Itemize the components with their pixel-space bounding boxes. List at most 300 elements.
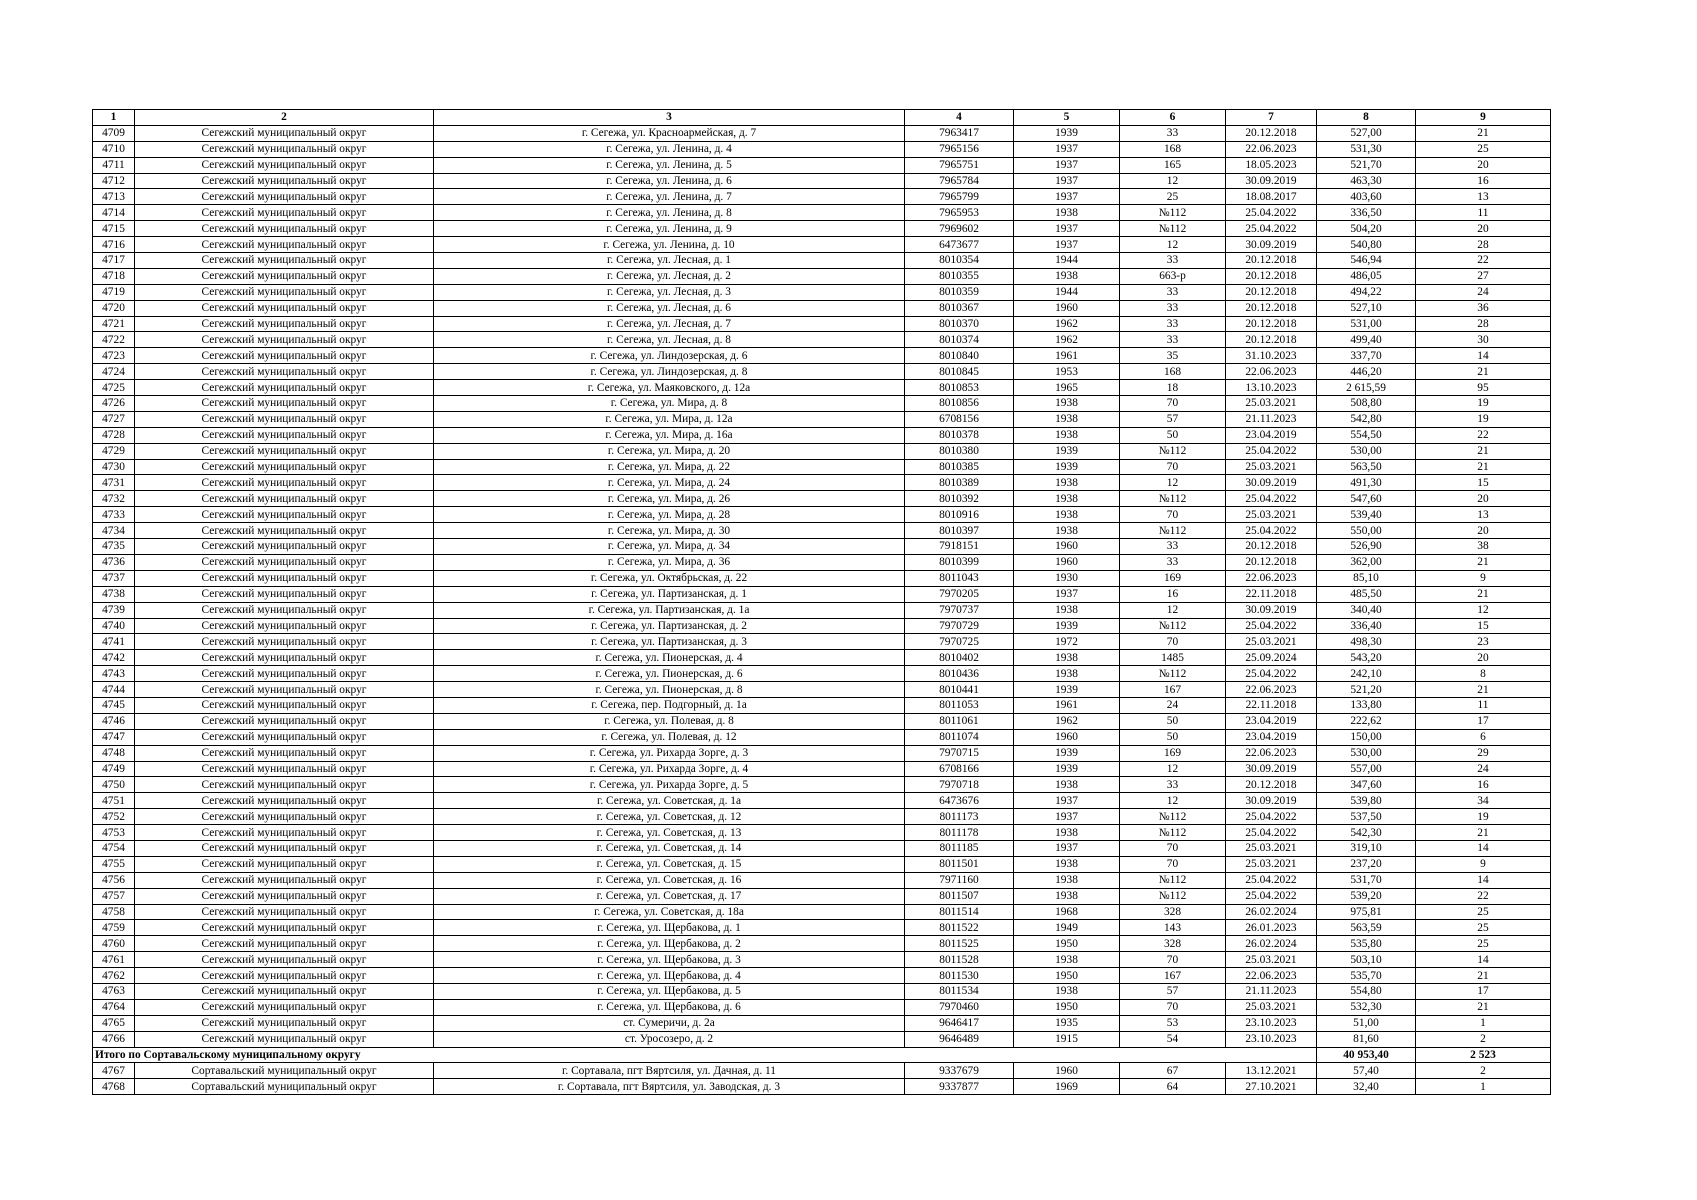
table-row — [93, 459, 1551, 475]
build-year-cell: 1961 — [1014, 348, 1120, 364]
residents-cell: 21 — [1416, 554, 1551, 570]
area-cell: 336,40 — [1317, 618, 1416, 634]
area-cell: 486,05 — [1317, 268, 1416, 284]
municipality-cell: Сегежский муниципальный округ — [135, 618, 434, 634]
cadastral-id-cell: 7970737 — [905, 602, 1014, 618]
table-row — [93, 364, 1551, 380]
address-cell: г. Сегежа, ул. Рихарда Зорге, д. 5 — [434, 777, 905, 793]
table-row — [93, 682, 1551, 698]
municipality-cell: Сегежский муниципальный округ — [135, 570, 434, 586]
row-number-cell: 4720 — [93, 300, 135, 316]
cadastral-id-cell: 8011074 — [905, 729, 1014, 745]
address-cell: г. Сегежа, ул. Партизанская, д. 3 — [434, 634, 905, 650]
decision-date-cell: 22.06.2023 — [1226, 745, 1317, 761]
municipality-cell: Сегежский муниципальный округ — [135, 682, 434, 698]
municipality-cell: Сегежский муниципальный округ — [135, 554, 434, 570]
decision-number-cell: 70 — [1120, 459, 1226, 475]
decision-date-cell: 25.03.2021 — [1226, 507, 1317, 523]
row-number-cell: 4745 — [93, 697, 135, 713]
area-cell: 546,94 — [1317, 253, 1416, 269]
municipality-cell: Сегежский муниципальный округ — [135, 793, 434, 809]
decision-date-cell: 20.12.2018 — [1226, 268, 1317, 284]
row-number-cell: 4718 — [93, 268, 135, 284]
column-header: 1 — [93, 110, 135, 126]
residents-cell: 95 — [1416, 380, 1551, 396]
table-row — [93, 586, 1551, 602]
table-row — [93, 443, 1551, 459]
address-cell: г. Сегежа, ул. Партизанская, д. 1а — [434, 602, 905, 618]
build-year-cell: 1962 — [1014, 713, 1120, 729]
cadastral-id-cell: 8010853 — [905, 380, 1014, 396]
residents-cell: 21 — [1416, 586, 1551, 602]
table-row — [93, 268, 1551, 284]
decision-number-cell: №112 — [1120, 825, 1226, 841]
cadastral-id-cell: 7918151 — [905, 539, 1014, 555]
decision-number-cell: 328 — [1120, 904, 1226, 920]
decision-number-cell: №112 — [1120, 666, 1226, 682]
table-row — [93, 205, 1551, 221]
decision-date-cell: 26.02.2024 — [1226, 904, 1317, 920]
residents-cell: 25 — [1416, 936, 1551, 952]
row-number-cell: 4711 — [93, 157, 135, 173]
municipality-cell: Сегежский муниципальный округ — [135, 872, 434, 888]
area-cell: 32,40 — [1317, 1079, 1416, 1095]
decision-number-cell: 70 — [1120, 999, 1226, 1015]
row-number-cell: 4762 — [93, 968, 135, 984]
subtotal-empty-cell — [1120, 1047, 1226, 1063]
cadastral-id-cell: 7970205 — [905, 586, 1014, 602]
decision-number-cell: 33 — [1120, 125, 1226, 141]
area-cell: 362,00 — [1317, 554, 1416, 570]
address-cell: г. Сегежа, ул. Щербакова, д. 1 — [434, 920, 905, 936]
residents-cell: 17 — [1416, 983, 1551, 999]
residents-cell: 22 — [1416, 888, 1551, 904]
decision-date-cell: 20.12.2018 — [1226, 554, 1317, 570]
cadastral-id-cell: 8010916 — [905, 507, 1014, 523]
residents-cell: 21 — [1416, 364, 1551, 380]
cadastral-id-cell: 8011053 — [905, 697, 1014, 713]
decision-date-cell: 25.09.2024 — [1226, 650, 1317, 666]
row-number-cell: 4750 — [93, 777, 135, 793]
row-number-cell: 4724 — [93, 364, 135, 380]
row-number-cell: 4739 — [93, 602, 135, 618]
column-header: 2 — [135, 110, 434, 126]
decision-number-cell: 70 — [1120, 396, 1226, 412]
area-cell: 526,90 — [1317, 539, 1416, 555]
build-year-cell: 1938 — [1014, 268, 1120, 284]
address-cell: г. Сегежа, ул. Советская, д. 17 — [434, 888, 905, 904]
build-year-cell: 1937 — [1014, 840, 1120, 856]
area-cell: 347,60 — [1317, 777, 1416, 793]
cadastral-id-cell: 6473677 — [905, 237, 1014, 253]
residents-cell: 1 — [1416, 1015, 1551, 1031]
build-year-cell: 1960 — [1014, 554, 1120, 570]
area-cell: 2 615,59 — [1317, 380, 1416, 396]
residents-cell: 34 — [1416, 793, 1551, 809]
table-row — [93, 761, 1551, 777]
build-year-cell: 1937 — [1014, 141, 1120, 157]
decision-date-cell: 25.03.2021 — [1226, 459, 1317, 475]
municipality-cell: Сегежский муниципальный округ — [135, 650, 434, 666]
area-cell: 543,20 — [1317, 650, 1416, 666]
build-year-cell: 1969 — [1014, 1079, 1120, 1095]
municipality-cell: Сегежский муниципальный округ — [135, 920, 434, 936]
residents-cell: 22 — [1416, 427, 1551, 443]
address-cell: г. Сегежа, ул. Маяковского, д. 12а — [434, 380, 905, 396]
row-number-cell: 4721 — [93, 316, 135, 332]
residents-cell: 15 — [1416, 475, 1551, 491]
residents-cell: 25 — [1416, 141, 1551, 157]
municipality-cell: Сортавальский муниципальный округ — [135, 1063, 434, 1079]
table-row — [93, 983, 1551, 999]
row-number-cell: 4710 — [93, 141, 135, 157]
municipality-cell: Сегежский муниципальный округ — [135, 348, 434, 364]
address-cell: г. Сегежа, ул. Полевая, д. 12 — [434, 729, 905, 745]
address-cell: г. Сегежа, ул. Мира, д. 30 — [434, 523, 905, 539]
municipality-cell: Сегежский муниципальный округ — [135, 268, 434, 284]
cadastral-id-cell: 7970725 — [905, 634, 1014, 650]
row-number-cell: 4754 — [93, 840, 135, 856]
residents-cell: 21 — [1416, 825, 1551, 841]
decision-number-cell: 57 — [1120, 983, 1226, 999]
table-row — [93, 475, 1551, 491]
row-number-cell: 4743 — [93, 666, 135, 682]
build-year-cell: 1937 — [1014, 221, 1120, 237]
area-cell: 532,30 — [1317, 999, 1416, 1015]
municipality-cell: Сегежский муниципальный округ — [135, 1015, 434, 1031]
municipality-cell: Сегежский муниципальный округ — [135, 141, 434, 157]
decision-number-cell: 24 — [1120, 697, 1226, 713]
municipality-cell: Сегежский муниципальный округ — [135, 999, 434, 1015]
cadastral-id-cell: 8011178 — [905, 825, 1014, 841]
decision-date-cell: 20.12.2018 — [1226, 332, 1317, 348]
cadastral-id-cell: 7969602 — [905, 221, 1014, 237]
area-cell: 535,80 — [1317, 936, 1416, 952]
decision-number-cell: 167 — [1120, 968, 1226, 984]
row-number-cell: 4764 — [93, 999, 135, 1015]
row-number-cell: 4761 — [93, 952, 135, 968]
subtotal-row — [93, 1047, 1551, 1063]
row-number-cell: 4716 — [93, 237, 135, 253]
municipality-cell: Сегежский муниципальный округ — [135, 1031, 434, 1047]
residents-cell: 20 — [1416, 650, 1551, 666]
table-row — [93, 332, 1551, 348]
address-cell: г. Сегежа, ул. Ленина, д. 5 — [434, 157, 905, 173]
decision-date-cell: 23.04.2019 — [1226, 713, 1317, 729]
cadastral-id-cell: 8010402 — [905, 650, 1014, 666]
cadastral-id-cell: 8010397 — [905, 523, 1014, 539]
municipality-cell: Сегежский муниципальный округ — [135, 411, 434, 427]
build-year-cell: 1938 — [1014, 650, 1120, 666]
municipality-cell: Сегежский муниципальный округ — [135, 539, 434, 555]
municipality-cell: Сегежский муниципальный округ — [135, 284, 434, 300]
decision-number-cell: 168 — [1120, 364, 1226, 380]
build-year-cell: 1939 — [1014, 745, 1120, 761]
residents-cell: 38 — [1416, 539, 1551, 555]
build-year-cell: 1953 — [1014, 364, 1120, 380]
row-number-cell: 4727 — [93, 411, 135, 427]
decision-number-cell: 54 — [1120, 1031, 1226, 1047]
residents-cell: 12 — [1416, 602, 1551, 618]
municipality-cell: Сегежский муниципальный округ — [135, 316, 434, 332]
column-header: 4 — [905, 110, 1014, 126]
decision-date-cell: 25.03.2021 — [1226, 952, 1317, 968]
decision-number-cell: №112 — [1120, 523, 1226, 539]
table-row — [93, 888, 1551, 904]
cadastral-id-cell: 8011528 — [905, 952, 1014, 968]
municipality-cell: Сегежский муниципальный округ — [135, 761, 434, 777]
decision-date-cell: 26.01.2023 — [1226, 920, 1317, 936]
cadastral-id-cell: 8010845 — [905, 364, 1014, 380]
municipality-cell: Сегежский муниципальный округ — [135, 729, 434, 745]
area-cell: 531,00 — [1317, 316, 1416, 332]
table-row — [93, 872, 1551, 888]
residents-cell: 21 — [1416, 968, 1551, 984]
decision-number-cell: 25 — [1120, 189, 1226, 205]
area-cell: 554,80 — [1317, 983, 1416, 999]
address-cell: г. Сегежа, ул. Партизанская, д. 2 — [434, 618, 905, 634]
municipality-cell: Сегежский муниципальный округ — [135, 189, 434, 205]
address-cell: ст. Уросозеро, д. 2 — [434, 1031, 905, 1047]
build-year-cell: 1961 — [1014, 697, 1120, 713]
decision-number-cell: №112 — [1120, 888, 1226, 904]
municipality-cell: Сегежский муниципальный округ — [135, 507, 434, 523]
row-number-cell: 4734 — [93, 523, 135, 539]
decision-date-cell: 27.10.2021 — [1226, 1079, 1317, 1095]
residents-cell: 36 — [1416, 300, 1551, 316]
decision-number-cell: 167 — [1120, 682, 1226, 698]
area-cell: 508,80 — [1317, 396, 1416, 412]
residents-cell: 16 — [1416, 777, 1551, 793]
subtotal-empty-cell — [905, 1047, 1014, 1063]
address-cell: г. Сегежа, ул. Советская, д. 13 — [434, 825, 905, 841]
build-year-cell: 1960 — [1014, 300, 1120, 316]
build-year-cell: 1938 — [1014, 491, 1120, 507]
row-number-cell: 4730 — [93, 459, 135, 475]
build-year-cell: 1938 — [1014, 983, 1120, 999]
table-row — [93, 539, 1551, 555]
decision-number-cell: 1485 — [1120, 650, 1226, 666]
address-cell: г. Сегежа, ул. Советская, д. 18а — [434, 904, 905, 920]
cadastral-id-cell: 8010359 — [905, 284, 1014, 300]
build-year-cell: 1939 — [1014, 761, 1120, 777]
residents-cell: 14 — [1416, 840, 1551, 856]
decision-date-cell: 23.10.2023 — [1226, 1031, 1317, 1047]
decision-number-cell: 33 — [1120, 253, 1226, 269]
decision-date-cell: 30.09.2019 — [1226, 602, 1317, 618]
build-year-cell: 1938 — [1014, 825, 1120, 841]
build-year-cell: 1939 — [1014, 618, 1120, 634]
build-year-cell: 1968 — [1014, 904, 1120, 920]
address-cell: г. Сегежа, ул. Лесная, д. 8 — [434, 332, 905, 348]
decision-number-cell: 50 — [1120, 729, 1226, 745]
decision-date-cell: 31.10.2023 — [1226, 348, 1317, 364]
cadastral-id-cell: 6708156 — [905, 411, 1014, 427]
decision-number-cell: 35 — [1120, 348, 1226, 364]
build-year-cell: 1972 — [1014, 634, 1120, 650]
address-cell: г. Сегежа, ул. Мира, д. 22 — [434, 459, 905, 475]
residents-cell: 27 — [1416, 268, 1551, 284]
municipality-cell: Сегежский муниципальный округ — [135, 173, 434, 189]
residents-cell: 11 — [1416, 205, 1551, 221]
municipality-cell: Сегежский муниципальный округ — [135, 936, 434, 952]
table-row — [93, 570, 1551, 586]
segezha-rows — [93, 125, 1551, 1047]
decision-date-cell: 21.11.2023 — [1226, 411, 1317, 427]
build-year-cell: 1962 — [1014, 316, 1120, 332]
build-year-cell: 1965 — [1014, 380, 1120, 396]
table-row — [93, 1015, 1551, 1031]
table-row — [93, 125, 1551, 141]
residents-cell: 6 — [1416, 729, 1551, 745]
municipality-cell: Сегежский муниципальный округ — [135, 300, 434, 316]
registry-sheet — [92, 109, 1550, 1095]
decision-date-cell: 25.04.2022 — [1226, 888, 1317, 904]
address-cell: г. Сегежа, ул. Ленина, д. 6 — [434, 173, 905, 189]
cadastral-id-cell: 8011514 — [905, 904, 1014, 920]
decision-number-cell: 18 — [1120, 380, 1226, 396]
table-row — [93, 411, 1551, 427]
decision-date-cell: 18.05.2023 — [1226, 157, 1317, 173]
municipality-cell: Сегежский муниципальный округ — [135, 205, 434, 221]
address-cell: г. Сегежа, ул. Пионерская, д. 8 — [434, 682, 905, 698]
residents-cell: 17 — [1416, 713, 1551, 729]
row-number-cell: 4765 — [93, 1015, 135, 1031]
cadastral-id-cell: 7965784 — [905, 173, 1014, 189]
build-year-cell: 1939 — [1014, 459, 1120, 475]
build-year-cell: 1937 — [1014, 173, 1120, 189]
area-cell: 521,70 — [1317, 157, 1416, 173]
municipality-cell: Сегежский муниципальный округ — [135, 491, 434, 507]
decision-number-cell: №112 — [1120, 491, 1226, 507]
decision-date-cell: 25.03.2021 — [1226, 856, 1317, 872]
decision-number-cell: 70 — [1120, 634, 1226, 650]
decision-number-cell: №112 — [1120, 443, 1226, 459]
address-cell: г. Сегежа, ул. Мира, д. 36 — [434, 554, 905, 570]
row-number-cell: 4722 — [93, 332, 135, 348]
municipality-cell: Сегежский муниципальный округ — [135, 602, 434, 618]
row-number-cell: 4733 — [93, 507, 135, 523]
decision-date-cell: 20.12.2018 — [1226, 300, 1317, 316]
municipality-cell: Сегежский муниципальный округ — [135, 904, 434, 920]
build-year-cell: 1962 — [1014, 332, 1120, 348]
municipality-cell: Сегежский муниципальный округ — [135, 237, 434, 253]
address-cell: г. Сегежа, ул. Пионерская, д. 4 — [434, 650, 905, 666]
row-number-cell: 4763 — [93, 983, 135, 999]
residents-cell: 2 — [1416, 1063, 1551, 1079]
decision-number-cell: 50 — [1120, 713, 1226, 729]
row-number-cell: 4725 — [93, 380, 135, 396]
decision-date-cell: 30.09.2019 — [1226, 793, 1317, 809]
column-header: 3 — [434, 110, 905, 126]
area-cell: 530,00 — [1317, 443, 1416, 459]
area-cell: 319,10 — [1317, 840, 1416, 856]
cadastral-id-cell: 8010380 — [905, 443, 1014, 459]
cadastral-id-cell: 8010436 — [905, 666, 1014, 682]
row-number-cell: 4712 — [93, 173, 135, 189]
row-number-cell: 4713 — [93, 189, 135, 205]
address-cell: г. Сегежа, ул. Полевая, д. 8 — [434, 713, 905, 729]
area-cell: 535,70 — [1317, 968, 1416, 984]
build-year-cell: 1938 — [1014, 396, 1120, 412]
address-cell: г. Сегежа, ул. Линдозерская, д. 8 — [434, 364, 905, 380]
decision-date-cell: 18.08.2017 — [1226, 189, 1317, 205]
build-year-cell: 1938 — [1014, 602, 1120, 618]
cadastral-id-cell: 8010840 — [905, 348, 1014, 364]
table-row — [93, 602, 1551, 618]
address-cell: г. Сегежа, ул. Щербакова, д. 3 — [434, 952, 905, 968]
residents-cell: 9 — [1416, 856, 1551, 872]
address-cell: г. Сегежа, пер. Подгорный, д. 1а — [434, 697, 905, 713]
column-header: 8 — [1317, 110, 1416, 126]
cadastral-id-cell: 7970729 — [905, 618, 1014, 634]
decision-number-cell: 12 — [1120, 237, 1226, 253]
cadastral-id-cell: 8010399 — [905, 554, 1014, 570]
table-row — [93, 729, 1551, 745]
cadastral-id-cell: 6708166 — [905, 761, 1014, 777]
address-cell: г. Сегежа, ул. Ленина, д. 7 — [434, 189, 905, 205]
decision-number-cell: 33 — [1120, 332, 1226, 348]
row-number-cell: 4760 — [93, 936, 135, 952]
cadastral-id-cell: 8011501 — [905, 856, 1014, 872]
decision-date-cell: 25.04.2022 — [1226, 872, 1317, 888]
decision-number-cell: 57 — [1120, 411, 1226, 427]
address-cell: г. Сегежа, ул. Советская, д. 1а — [434, 793, 905, 809]
municipality-cell: Сегежский муниципальный округ — [135, 221, 434, 237]
address-cell: г. Сегежа, ул. Мира, д. 34 — [434, 539, 905, 555]
cadastral-id-cell: 8011522 — [905, 920, 1014, 936]
address-cell: г. Сегежа, ул. Мира, д. 20 — [434, 443, 905, 459]
residents-cell: 21 — [1416, 443, 1551, 459]
decision-date-cell: 25.04.2022 — [1226, 825, 1317, 841]
residents-cell: 1 — [1416, 1079, 1551, 1095]
cadastral-id-cell: 7963417 — [905, 125, 1014, 141]
decision-date-cell: 25.04.2022 — [1226, 618, 1317, 634]
residents-cell: 20 — [1416, 491, 1551, 507]
row-number-cell: 4738 — [93, 586, 135, 602]
build-year-cell: 1935 — [1014, 1015, 1120, 1031]
build-year-cell: 1938 — [1014, 856, 1120, 872]
area-cell: 340,40 — [1317, 602, 1416, 618]
sortavala-rows — [93, 1063, 1551, 1095]
housing-registry-table — [92, 109, 1551, 1095]
build-year-cell: 1939 — [1014, 682, 1120, 698]
address-cell: г. Сегежа, ул. Щербакова, д. 2 — [434, 936, 905, 952]
row-number-cell: 4726 — [93, 396, 135, 412]
decision-date-cell: 25.04.2022 — [1226, 443, 1317, 459]
column-header: 7 — [1226, 110, 1317, 126]
decision-date-cell: 25.04.2022 — [1226, 221, 1317, 237]
area-cell: 531,30 — [1317, 141, 1416, 157]
address-cell: г. Сегежа, ул. Ленина, д. 9 — [434, 221, 905, 237]
decision-date-cell: 20.12.2018 — [1226, 284, 1317, 300]
decision-number-cell: 169 — [1120, 745, 1226, 761]
residents-cell: 24 — [1416, 284, 1551, 300]
table-row — [93, 809, 1551, 825]
area-cell: 503,10 — [1317, 952, 1416, 968]
residents-cell: 13 — [1416, 189, 1551, 205]
decision-date-cell: 30.09.2019 — [1226, 237, 1317, 253]
area-cell: 403,60 — [1317, 189, 1416, 205]
address-cell: г. Сегежа, ул. Пионерская, д. 6 — [434, 666, 905, 682]
row-number-cell: 4755 — [93, 856, 135, 872]
address-cell: г. Сегежа, ул. Лесная, д. 1 — [434, 253, 905, 269]
municipality-cell: Сегежский муниципальный округ — [135, 745, 434, 761]
build-year-cell: 1930 — [1014, 570, 1120, 586]
row-number-cell: 4746 — [93, 713, 135, 729]
area-cell: 539,20 — [1317, 888, 1416, 904]
build-year-cell: 1938 — [1014, 872, 1120, 888]
